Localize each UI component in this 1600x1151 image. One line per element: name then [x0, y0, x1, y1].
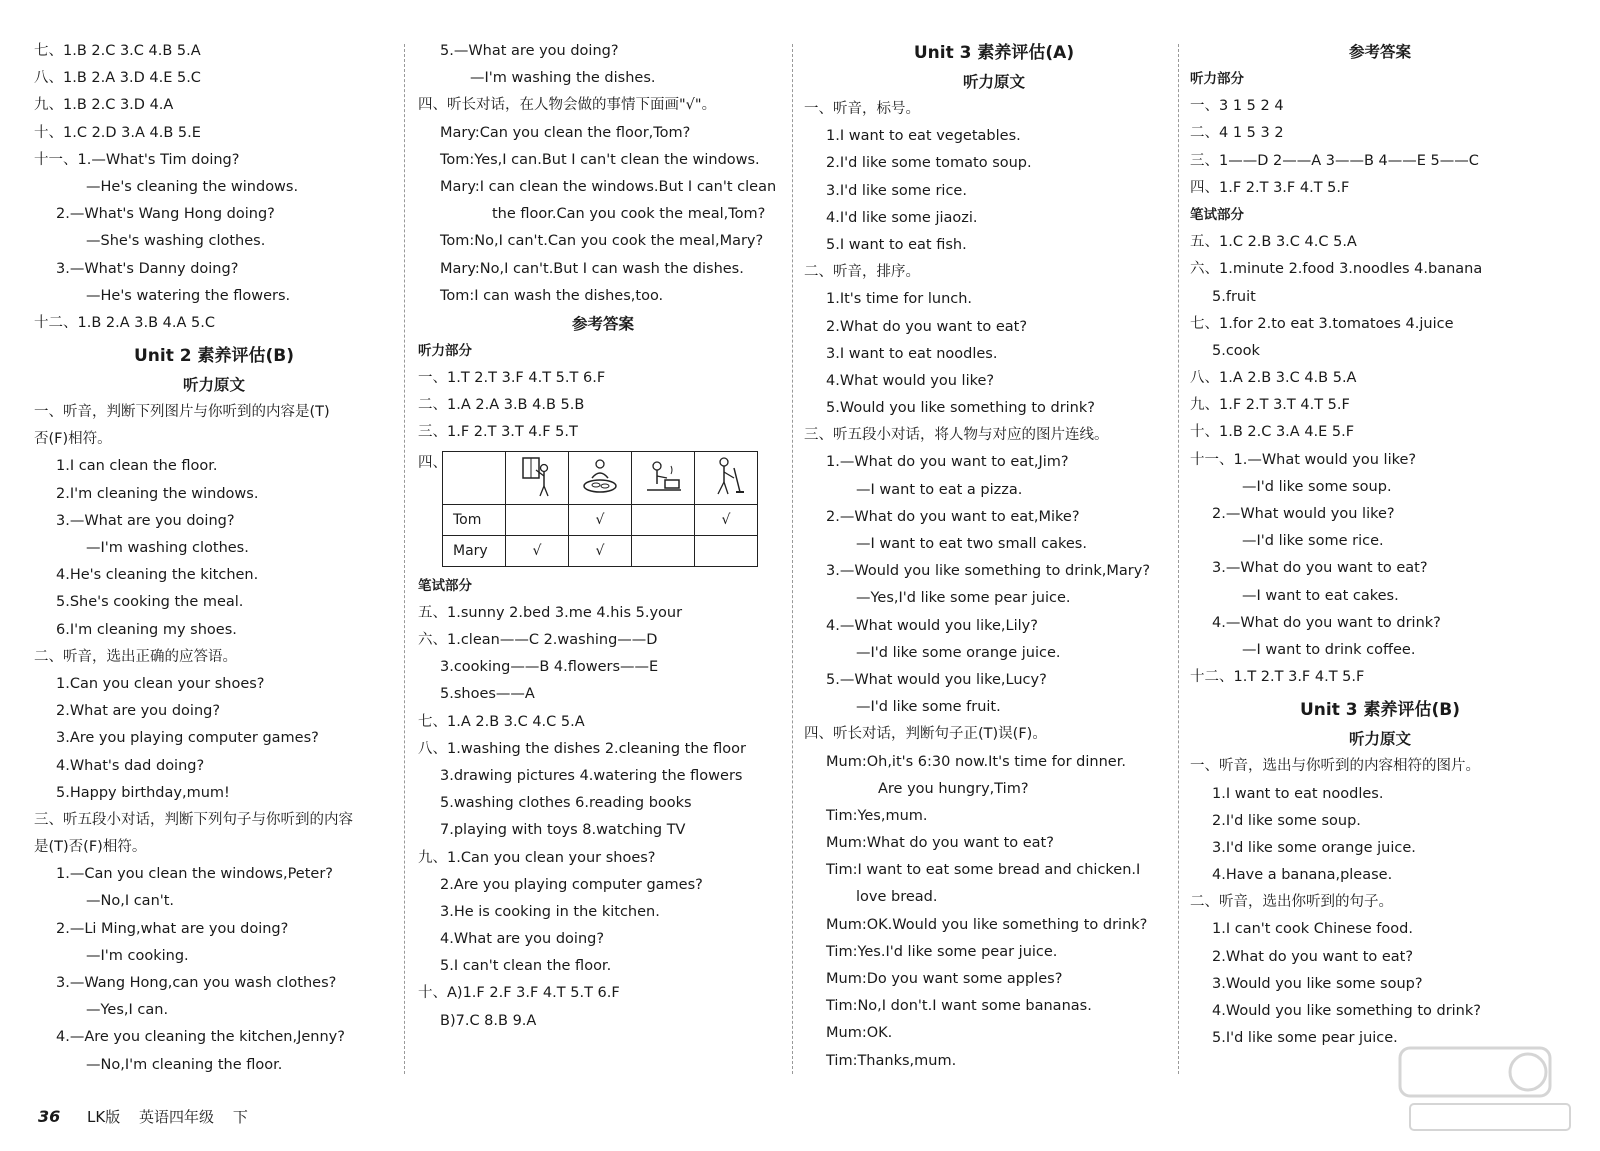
answer-line: 三、1——D 2——A 3——B 4——E 5——C	[1190, 152, 1479, 169]
watermark-logo	[1380, 1040, 1580, 1140]
transcript-line: 2.What do you want to eat?	[1212, 948, 1414, 965]
section-label: 笔试部分	[1190, 206, 1244, 223]
transcript-line: 4.Would you like something to drink?	[1212, 1003, 1481, 1019]
row-name: Tom	[443, 504, 506, 535]
transcript-line: Mum:What do you want to eat?	[826, 835, 1054, 852]
answer-title: 参考答案	[1348, 43, 1411, 61]
transcript-line: 一、听音，判断下列图片与你听到的内容是(T)	[34, 404, 330, 421]
answer-line: 九、1.F 2.T 3.T 4.T 5.F	[1190, 397, 1350, 414]
transcript-line: 一、听音，选出与你听到的内容相符的图片。	[1190, 758, 1480, 775]
transcript-line: 3.—Wang Hong,can you wash clothes?	[56, 975, 337, 991]
answer-line: 3.—What do you want to eat?	[1212, 560, 1428, 577]
transcript-line: —I'd like some orange juice.	[856, 644, 1061, 661]
transcript-line: 1.I want to eat noodles.	[1212, 785, 1384, 802]
column-4	[1190, 38, 1570, 1052]
transcript-line: Tim:Thanks,mum.	[826, 1052, 957, 1069]
column-2	[418, 38, 788, 1035]
transcript-line: 2.I'd like some soup.	[1212, 812, 1361, 829]
transcript-line: 4.I'd like some jiaozi.	[826, 209, 978, 226]
transcript-line: the floor.Can you cook the meal,Tom?	[492, 206, 766, 223]
section-title: 听力原文	[182, 376, 245, 395]
transcript-line: Are you hungry,Tim?	[878, 780, 1029, 797]
answer-line: 五、1.C 2.B 3.C 4.C 5.A	[1190, 234, 1357, 251]
transcript-line: Mary:I can clean the windows.But I can't clean	[440, 178, 777, 195]
transcript-line: 5.Would you like something to drink?	[826, 400, 1095, 417]
transcript-line: 1.I can clean the floor.	[56, 458, 218, 475]
subject-label: 英语四年级	[139, 1108, 215, 1126]
transcript-line: 三、听五段小对话，判断下列句子与你听到的内容	[34, 811, 353, 828]
answer-line: 七、1.A 2.B 3.C 4.C 5.A	[418, 713, 585, 730]
section-title: 听力原文	[962, 73, 1025, 91]
answer-line: 4.What are you doing?	[440, 931, 605, 948]
answer-line: 二、1.A 2.A 3.B 4.B 5.B	[418, 397, 585, 414]
transcript-line: 5.—What are you doing?	[440, 43, 619, 59]
transcript-line: 2.I'd like some tomato soup.	[826, 155, 1032, 172]
cleaning-floor-icon	[695, 451, 758, 504]
answer-line: 二、4 1 5 3 2	[1190, 125, 1284, 142]
answer-line: —He's cleaning the windows.	[86, 178, 299, 195]
answer-line: 九、1.B 2.C 3.D 4.A	[34, 97, 174, 114]
transcript-line: 1.It's time for lunch.	[826, 291, 973, 308]
transcript-line: love bread.	[856, 889, 938, 906]
answer-line: 3.drawing pictures 4.watering the flowers	[440, 767, 743, 784]
transcript-line: 是(T)否(F)相符。	[34, 839, 147, 856]
transcript-line: —Yes,I'd like some pear juice.	[856, 590, 1071, 607]
check-cell: √	[695, 504, 758, 535]
transcript-line: 四、听长对话，在人物会做的事情下面画"√"。	[418, 97, 717, 114]
transcript-line: 四、听长对话，判断句子正(T)误(F)。	[804, 726, 1047, 743]
answer-line: 八、1.washing the dishes 2.cleaning the floor	[418, 740, 746, 757]
transcript-line: 1.—What do you want to eat,Jim?	[826, 454, 1069, 471]
table-label: 四、	[418, 454, 447, 471]
column-divider	[1178, 44, 1179, 1074]
transcript-line: Tom:No,I can't.Can you cook the meal,Mary?	[440, 233, 764, 250]
answer-line: 3.He is cooking in the kitchen.	[440, 903, 660, 920]
transcript-line: 3.—What are you doing?	[56, 512, 235, 529]
transcript-line: Mary:Can you clean the floor,Tom?	[440, 124, 691, 141]
answer-line: 八、1.A 2.B 3.C 4.B 5.A	[1190, 370, 1357, 387]
answer-line: 5.shoes——A	[440, 686, 535, 703]
cooking-meal-icon	[632, 451, 695, 504]
transcript-line: 3.I'd like some orange juice.	[1212, 839, 1416, 856]
answer-table-block	[418, 451, 788, 573]
answer-line: 九、1.Can you clean your shoes?	[418, 849, 656, 866]
answer-line: 六、1.clean——C 2.washing——D	[418, 632, 658, 648]
transcript-line: 6.I'm cleaning my shoes.	[56, 621, 237, 638]
page-number: 36	[38, 1107, 61, 1126]
transcript-line: 4.He's cleaning the kitchen.	[56, 567, 259, 584]
answer-line: 十、1.B 2.C 3.A 4.E 5.F	[1190, 424, 1355, 441]
section-label: 笔试部分	[418, 577, 472, 594]
answer-line: 十二、1.B 2.A 3.B 4.A 5.C	[34, 314, 215, 331]
answer-line: —He's watering the flowers.	[86, 287, 291, 304]
check-cell: √	[506, 535, 569, 566]
transcript-line: —No,I'm cleaning the floor.	[86, 1056, 283, 1073]
transcript-line: 三、听五段小对话，将人物与对应的图片连线。	[804, 427, 1109, 444]
answer-line: 2.—What's Wang Hong doing?	[56, 206, 275, 223]
transcript-line: 5.I want to eat fish.	[826, 236, 967, 253]
transcript-line: 一、听音，标号。	[804, 101, 920, 117]
answer-line: —She's washing clothes.	[86, 233, 266, 250]
transcript-line: 二、听音，选出你听到的句子。	[1190, 894, 1393, 911]
check-cell	[632, 535, 695, 566]
answer-line: 七、1.for 2.to eat 3.tomatoes 4.juice	[1190, 315, 1454, 332]
answer-line: 3.—What's Danny doing?	[56, 260, 239, 277]
answer-line: 7.playing with toys 8.watching TV	[440, 822, 686, 839]
transcript-line: —I'd like some fruit.	[856, 699, 1001, 716]
transcript-line: Tim:I want to eat some bread and chicken.I	[826, 862, 1141, 879]
transcript-line: —I'm washing clothes.	[86, 540, 249, 556]
unit-title: Unit 3 素养评估(B)	[1299, 700, 1461, 721]
answer-line: 三、1.F 2.T 3.T 4.F 5.T	[418, 424, 578, 441]
answer-line: 五、1.sunny 2.bed 3.me 4.his 5.your	[418, 604, 683, 621]
section-label: 听力部分	[1190, 71, 1244, 87]
transcript-line: 2.—Li Ming,what are you doing?	[56, 920, 289, 937]
column-1	[34, 38, 394, 1079]
washing-dishes-icon	[569, 451, 632, 504]
answer-line: 八、1.B 2.A 3.D 4.E 5.C	[34, 70, 201, 87]
answer-line: B)7.C 8.B 9.A	[440, 1012, 537, 1029]
transcript-line: 3.Would you like some soup?	[1212, 975, 1423, 992]
answer-line: 一、3 1 5 2 4	[1190, 98, 1284, 115]
transcript-line: 4.What's dad doing?	[56, 757, 205, 774]
answer-line: 5.cook	[1212, 342, 1260, 359]
transcript-line: 3.Are you playing computer games?	[56, 730, 319, 747]
transcript-line: —I want to eat a pizza.	[856, 481, 1023, 498]
column-3	[804, 38, 1184, 1075]
transcript-line: 3.I want to eat noodles.	[826, 345, 998, 362]
transcript-line: Mum:OK.	[826, 1025, 893, 1042]
transcript-line: 2.What are you doing?	[56, 703, 221, 720]
transcript-line: Mum:Oh,it's 6:30 now.It's time for dinner.	[826, 753, 1126, 770]
check-cell	[632, 504, 695, 535]
answer-line: 4.—What do you want to drink?	[1212, 614, 1441, 631]
transcript-line: 3.I'd like some rice.	[826, 182, 967, 199]
transcript-line: 4.Have a banana,please.	[1212, 867, 1393, 884]
check-cell: √	[569, 504, 632, 535]
answer-line: 七、1.B 2.C 3.C 4.B 5.A	[34, 43, 201, 59]
answer-line: 四、1.F 2.T 3.F 4.T 5.F	[1190, 179, 1350, 196]
answer-line: 十一、1.—What's Tim doing?	[34, 151, 240, 168]
answer-line: 一、1.T 2.T 3.F 4.T 5.T 6.F	[418, 370, 606, 387]
transcript-line: Tim:No,I don't.I want some bananas.	[826, 998, 1092, 1015]
answer-table	[442, 451, 758, 567]
column-divider	[792, 44, 793, 1074]
transcript-line: Tom:Yes,I can.But I can't clean the windows.	[440, 151, 760, 168]
check-cell: √	[569, 535, 632, 566]
unit-title: Unit 3 素养评估(A)	[913, 43, 1075, 63]
check-cell	[506, 504, 569, 535]
answer-line: —I want to eat cakes.	[1242, 587, 1399, 604]
transcript-line: 二、听音，排序。	[804, 264, 920, 281]
answer-line: 5.I can't clean the floor.	[440, 958, 612, 975]
table-row	[443, 504, 758, 535]
answer-line: 5.washing clothes 6.reading books	[440, 795, 692, 812]
answer-line: 5.fruit	[1212, 288, 1256, 305]
transcript-line: 1.I can't cook Chinese food.	[1212, 921, 1413, 938]
transcript-line: 5.Happy birthday,mum!	[56, 784, 230, 801]
transcript-line: 二、听音，选出正确的应答语。	[34, 648, 237, 665]
transcript-line: 1.Can you clean your shoes?	[56, 675, 265, 692]
edition-label: LK版	[87, 1108, 121, 1126]
answer-title: 参考答案	[571, 314, 634, 333]
answer-line: 十、1.C 2.D 3.A 4.B 5.E	[34, 124, 201, 141]
transcript-line: 4.What would you like?	[826, 372, 995, 389]
section-title: 听力原文	[1348, 730, 1411, 749]
table-corner	[443, 451, 506, 504]
answer-line: —I want to drink coffee.	[1242, 641, 1416, 658]
row-name: Mary	[443, 535, 506, 566]
transcript-line: Tim:Yes.I'd like some pear juice.	[826, 943, 1058, 960]
transcript-line: 5.I'd like some pear juice.	[1212, 1030, 1398, 1047]
transcript-line: Mum:Do you want some apples?	[826, 971, 1063, 987]
transcript-line: 5.—What would you like,Lucy?	[826, 671, 1047, 688]
answer-line: 2.Are you playing computer games?	[440, 876, 703, 893]
transcript-line: 4.—Are you cleaning the kitchen,Jenny?	[56, 1029, 345, 1046]
answer-line: 3.cooking——B 4.flowers——E	[440, 659, 659, 676]
table-header-row	[443, 451, 758, 504]
transcript-line: —I'm washing the dishes.	[470, 70, 656, 87]
page-footer	[38, 1106, 262, 1127]
transcript-line: Tom:I can wash the dishes,too.	[440, 287, 664, 304]
answer-line: 十、A)1.F 2.F 3.F 4.T 5.T 6.F	[418, 985, 620, 1002]
transcript-line: 5.She's cooking the meal.	[56, 594, 244, 611]
transcript-line: Tim:Yes,mum.	[826, 807, 928, 824]
transcript-line: —I want to eat two small cakes.	[856, 536, 1087, 552]
answer-line: —I'd like some rice.	[1242, 533, 1384, 550]
answer-line: 十一、1.—What would you like?	[1190, 451, 1417, 468]
answer-line: —I'd like some soup.	[1242, 478, 1392, 495]
transcript-line: Mum:OK.Would you like something to drink?	[826, 916, 1148, 933]
answer-line: 六、1.minute 2.food 3.noodles 4.banana	[1190, 261, 1483, 278]
transcript-line: 2.I'm cleaning the windows.	[56, 485, 259, 502]
term-label: 下	[232, 1108, 248, 1126]
answer-line: 十二、1.T 2.T 3.F 4.T 5.F	[1190, 669, 1365, 686]
transcript-line: 2.—What do you want to eat,Mike?	[826, 508, 1080, 525]
transcript-line: 1.I want to eat vegetables.	[826, 128, 1021, 145]
unit-title: Unit 2 素养评估(B)	[133, 346, 295, 367]
answer-line: 2.—What would you like?	[1212, 506, 1395, 522]
transcript-line: 1.—Can you clean the windows,Peter?	[56, 866, 333, 883]
transcript-line: 4.—What would you like,Lily?	[826, 617, 1038, 634]
transcript-line: —I'm cooking.	[86, 947, 189, 964]
transcript-line: 2.What do you want to eat?	[826, 318, 1028, 335]
transcript-line: 3.—Would you like something to drink,Mary?	[826, 563, 1151, 580]
column-divider	[404, 44, 405, 1074]
cleaning-windows-icon	[506, 451, 569, 504]
transcript-line: 否(F)相符。	[34, 431, 112, 448]
check-cell	[695, 535, 758, 566]
section-label: 听力部分	[418, 342, 472, 359]
transcript-line: —No,I can't.	[86, 893, 175, 910]
table-row	[443, 535, 758, 566]
transcript-line: —Yes,I can.	[86, 1002, 169, 1019]
transcript-line: Mary:No,I can't.But I can wash the dishes.	[440, 260, 744, 277]
